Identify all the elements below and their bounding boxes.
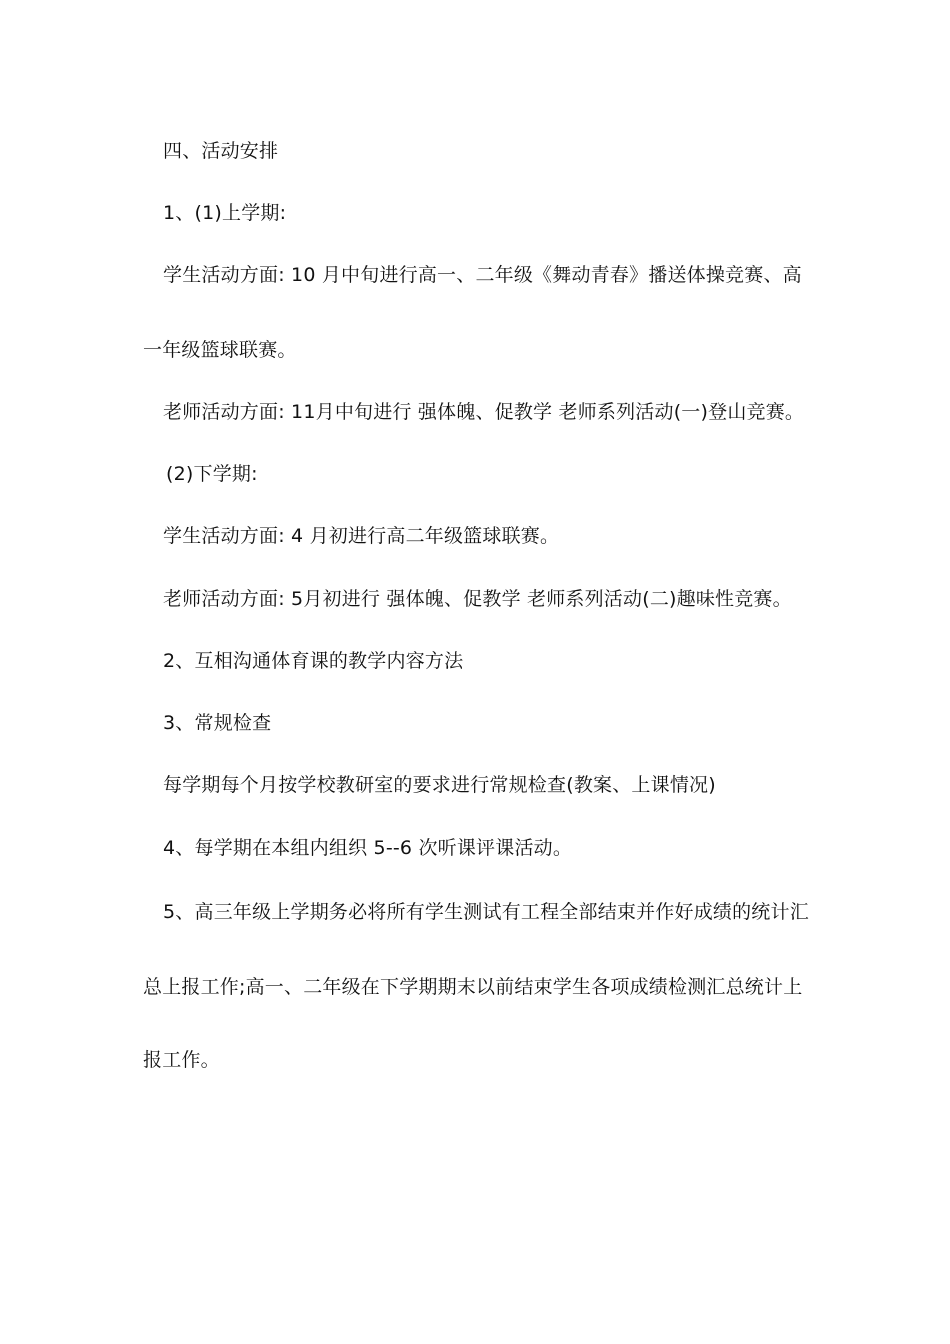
paragraph-line: 学生活动方面: 4 月初进行高二年级篮球联赛。 — [163, 525, 560, 547]
paragraph-line: 2、互相沟通体育课的教学内容方法 — [163, 650, 464, 672]
paragraph-line: 1、(1)上学期: — [163, 202, 287, 224]
paragraph-line: (2)下学期: — [166, 463, 258, 485]
paragraph-line: 总上报工作;高一、二年级在下学期期末以前结束学生各项成绩检测汇总统计上 — [143, 976, 803, 998]
paragraph-line: 一年级篮球联赛。 — [143, 339, 297, 361]
paragraph-line: 老师活动方面: 5月初进行 强体魄、促教学 老师系列活动(二)趣味性竞赛。 — [163, 588, 792, 610]
paragraph-line: 5、高三年级上学期务必将所有学生测试有工程全部结束并作好成绩的统计汇 — [163, 901, 809, 923]
paragraph-line: 学生活动方面: 10 月中旬进行高一、二年级《舞动青春》播送体操竞赛、高 — [163, 264, 802, 286]
paragraph-line: 报工作。 — [143, 1049, 220, 1071]
paragraph-line: 3、常规检查 — [163, 712, 272, 734]
paragraph-line: 老师活动方面: 11月中旬进行 强体魄、促教学 老师系列活动(一)登山竞赛。 — [163, 401, 805, 423]
paragraph-line: 4、每学期在本组内组织 5--6 次听课评课活动。 — [163, 837, 573, 859]
paragraph-line: 每学期每个月按学校教研室的要求进行常规检查(教案、上课情况) — [163, 774, 716, 796]
section-heading: 四、活动安排 — [163, 140, 279, 162]
